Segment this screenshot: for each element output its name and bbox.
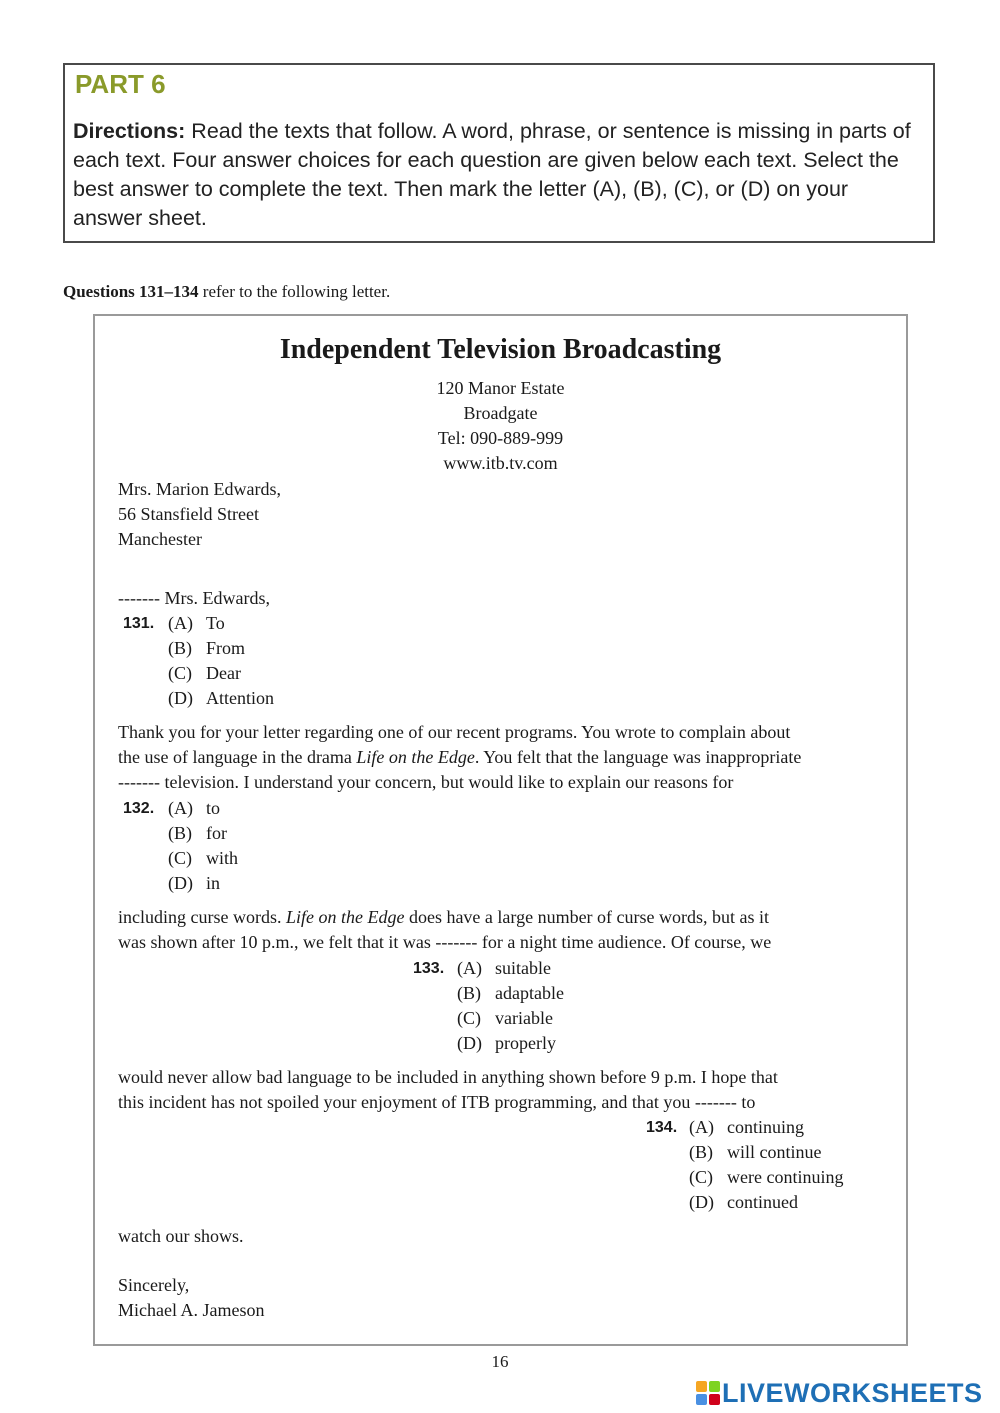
question-number: 132. — [123, 800, 155, 817]
directions-label: Directions: — [73, 119, 186, 143]
answer-option[interactable]: (A) to — [168, 798, 221, 818]
address-line: Tel: 090-889-999 — [437, 428, 564, 448]
logo-square — [696, 1394, 707, 1405]
answer-option[interactable]: (D) in — [168, 873, 221, 893]
directions-body: Read the texts that follow. A word, phrase, or sentence is missing in parts of each text. Four answer choices for each question are given below each text. Select the best answer to complete the text. Then mark the letter (A), (B), (C), or (D) on your answer sheet. — [73, 119, 911, 230]
questions-intro — [63, 282, 390, 302]
question-number: 133. — [413, 960, 445, 977]
answer-option[interactable]: (B) adaptable — [457, 983, 564, 1003]
address-line: www.itb.tv.com — [443, 453, 558, 473]
paragraph-line: the use of language in the drama Life on the Edge. You felt that the language was inappropriate — [118, 747, 802, 767]
logo-square — [709, 1381, 720, 1392]
answer-option[interactable]: (B) From — [168, 638, 246, 658]
liveworksheets-logo-icon — [696, 1381, 720, 1405]
question-number: 131. — [123, 615, 155, 632]
company-name: Independent Television Broadcasting — [279, 334, 722, 365]
paragraph-line: ------- television. I understand your concern, but would like to explain our reasons for — [118, 772, 734, 792]
address-line: Broadgate — [463, 403, 538, 423]
answer-option[interactable]: (C) with — [168, 848, 239, 868]
questions-range: Questions 131–134 — [63, 282, 199, 301]
questions-intro-rest: refer to the following letter. — [198, 282, 391, 301]
part-title: PART 6 — [75, 69, 166, 99]
recipient-line: Mrs. Marion Edwards, — [118, 479, 281, 499]
directions-text — [73, 117, 923, 233]
paragraph-line: Thank you for your letter regarding one of our recent programs. You wrote to complain about — [118, 722, 791, 742]
directions-box — [63, 63, 935, 243]
answer-option[interactable]: (B) for — [168, 823, 227, 843]
answer-option[interactable]: (D) Attention — [168, 688, 274, 708]
paragraph-line: this incident has not spoiled your enjoyment of ITB programming, and that you ------- to — [118, 1092, 756, 1112]
answer-option[interactable]: (A) continuing — [689, 1117, 804, 1137]
answer-option[interactable]: (A) To — [168, 613, 225, 633]
salutation: ------- Mrs. Edwards, — [118, 588, 270, 608]
signer-name: Michael A. Jameson — [118, 1300, 265, 1320]
answer-option[interactable]: (C) were continuing — [689, 1167, 844, 1187]
closing-line: watch our shows. — [118, 1226, 244, 1246]
recipient-line: 56 Stansfield Street — [118, 504, 259, 524]
address-line: 120 Manor Estate — [436, 378, 565, 398]
page-number: 16 — [491, 1352, 509, 1371]
logo-square — [696, 1381, 707, 1392]
liveworksheets-logo-text: LIVEWORKSHEETS — [722, 1377, 983, 1408]
sign-off: Sincerely, — [118, 1275, 190, 1295]
letter-box — [93, 314, 908, 1346]
answer-option[interactable]: (A) suitable — [457, 958, 551, 978]
paragraph-line: was shown after 10 p.m., we felt that it was ------- for a night time audience. Of course, we — [118, 932, 772, 952]
answer-option[interactable]: (B) will continue — [689, 1142, 822, 1162]
recipient-line: Manchester — [118, 529, 202, 549]
question-number: 134. — [646, 1119, 678, 1136]
answer-option[interactable]: (D) properly — [457, 1033, 556, 1053]
logo-square — [709, 1394, 720, 1405]
paragraph-line: would never allow bad language to be included in anything shown before 9 p.m. I hope that — [118, 1067, 778, 1087]
answer-option[interactable]: (C) Dear — [168, 663, 241, 683]
liveworksheets-logo[interactable] — [696, 1378, 983, 1408]
answer-option[interactable]: (D) continued — [689, 1192, 798, 1212]
answer-option[interactable]: (C) variable — [457, 1008, 553, 1028]
paragraph-line: including curse words. Life on the Edge does have a large number of curse words, but as it — [118, 907, 770, 927]
